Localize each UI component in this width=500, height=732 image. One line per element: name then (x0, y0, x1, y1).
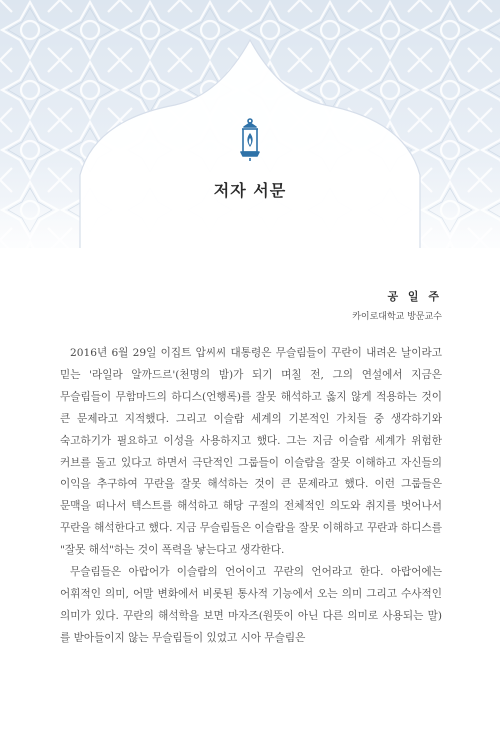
paragraph-1: 2016년 6월 29일 이집트 압씨씨 대통령은 무슬림들이 꾸란이 내려온 날이라고 믿는 '라일라 알까드르'(천명의 밤)가 되기 며칠 전, 그의 연설에서 지금은 무슬림들이 무함마드의 하디스(언행록)를 잘못 해석하고 옳지 않게 적용하는 것이 큰 문제라고 지적했다. 그리고 이슬람 세계의 기본적인 가치들 중 생각하기와 숙고하기가 필요하고 이성을 사용하지고 했다. 그는 지금 이슬람 세계가 위험한 커브를 돌고 있다고 하면서 극단적인 그룹들이 이슬람을 잘못 이해하고 자신들의 이익을 추구하여 꾸란을 잘못 해석하는 것이 큰 문제라고 했다. 이런 그룹들은 문맥을 떠나서 텍스트를 해석하고 해당 구절의 전체적인 의도와 취지를 벗어나서 꾸란을 해석한다고 했다. 지금 무슬림들은 이슬람을 잘못 이해하고 꾸란과 하디스를 "잘못 해석"하는 것이 폭력을 낳는다고 생각한다. (60, 347, 442, 557)
preface-body (60, 343, 442, 650)
paragraph-2: 무슬림들은 아랍어가 이슬람의 언어이고 꾸란의 언어라고 한다. 아랍어에는 어휘적인 의미, 어말 변화에서 비롯된 통사적 기능에서 오는 의미 그리고 수사적인 의미가 있다. 꾸란의 해석학을 보면 마자즈(원뜻이 아닌 다른 의미로 사용되는 말)를 받아들이지 않는 무슬림들이 있었고 시아 무슬림은 (60, 566, 442, 644)
author-block (352, 288, 442, 322)
author-role: 카이로대학교 방문교수 (352, 312, 442, 322)
page-title: 저자 서문 (213, 181, 287, 200)
lantern-icon (237, 118, 263, 162)
author-name: 공 일 주 (387, 290, 442, 303)
